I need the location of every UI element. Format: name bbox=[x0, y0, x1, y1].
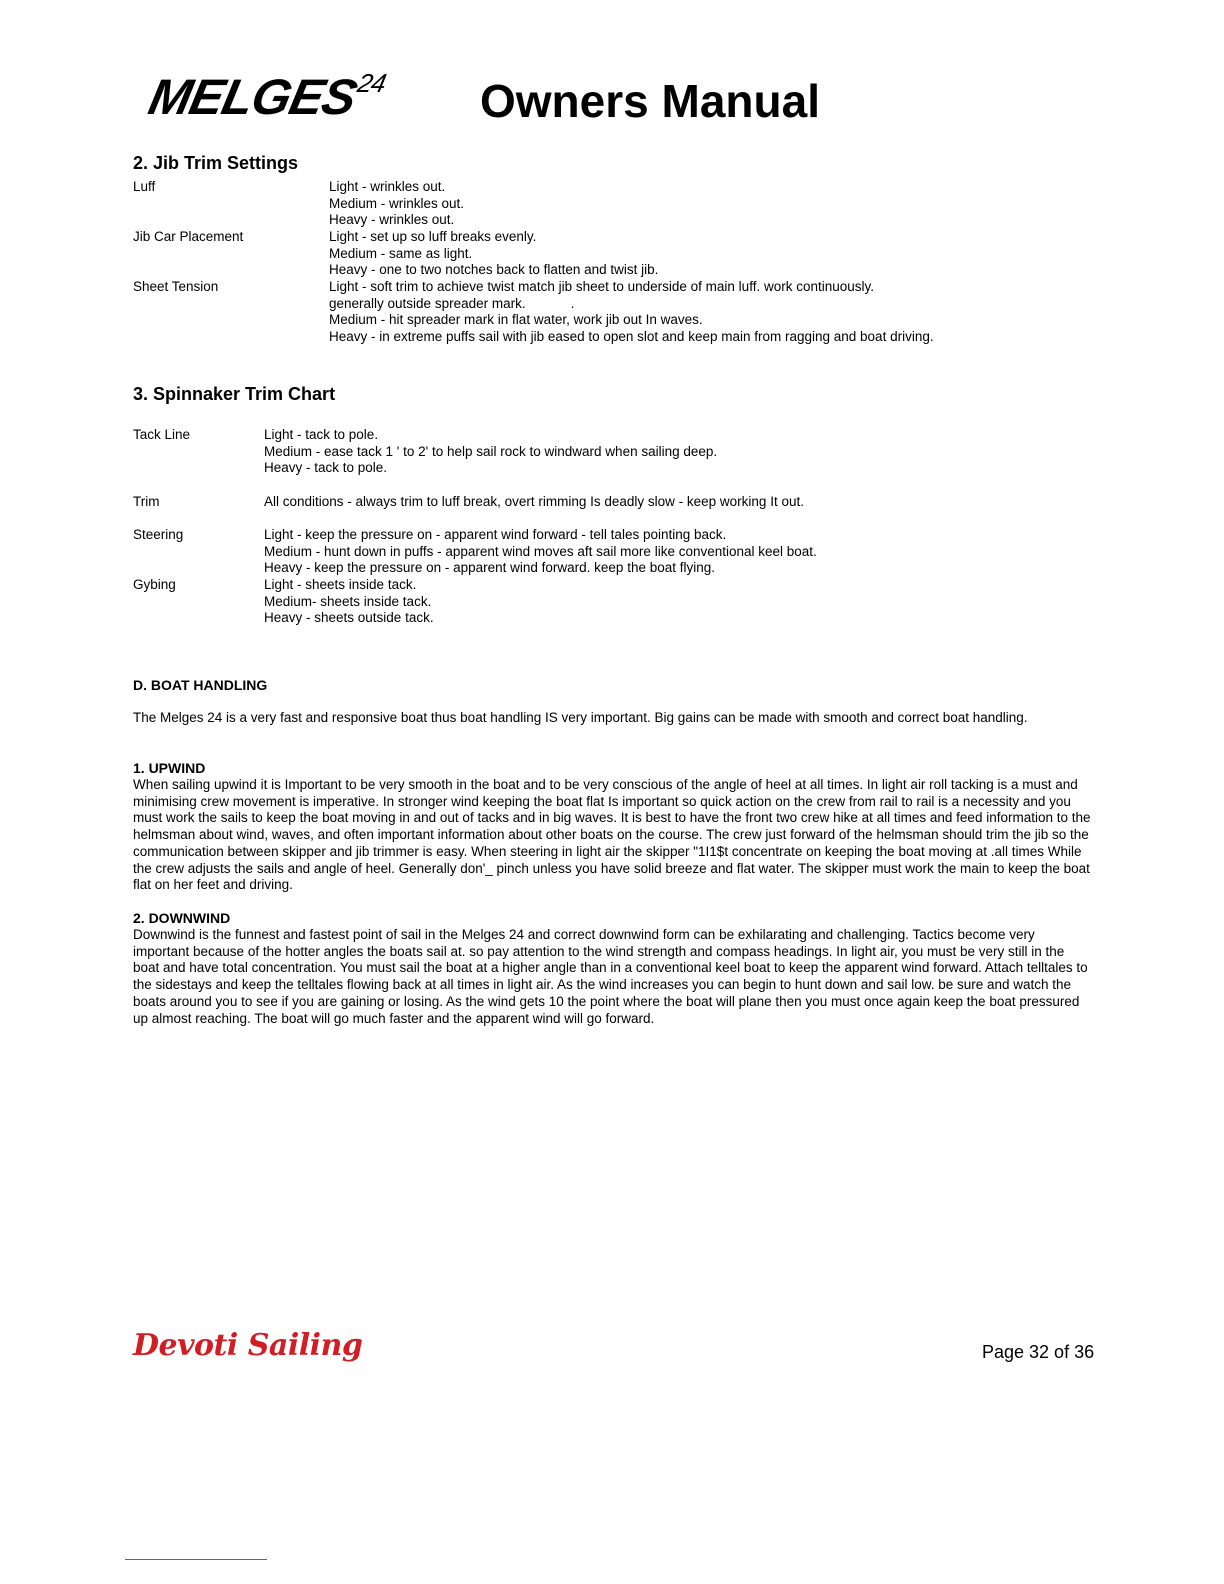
downwind-paragraph: Downwind is the funnest and fastest point of sail in the Melges 24 and correct downwind form can be exhilarating and challenging. Tactics become very important because of the hotter angles the boats sail at. so pay attention to the wind strength and compass headings. In light air, you must be very still in the boat and have total concentration. You must sail the boat at a higher angle than in a conventional keel boat to keep the apparent wind forward. Attach telltales to the sidestays and keep the telltales flowing back at all times in light air. As the wind increases you can begin to hunt down and sail low. be sure and watch the boats around you to see if you are gaining or losing. As the wind gets 10 the point where the boat will plane then you must once again keep the boat pressured up almost reaching. The boat will go much faster and the apparent wind will go forward. bbox=[133, 927, 1088, 1026]
setting-line: Heavy - sheets outside tack. bbox=[264, 610, 434, 626]
page-title: Owners Manual bbox=[480, 75, 820, 127]
setting-line: Light - keep the pressure on - apparent wind forward - tell tales pointing back. bbox=[264, 527, 727, 542]
setting-line: generally outside spreader mark. . bbox=[329, 295, 575, 311]
spinnaker-row-lines bbox=[264, 577, 434, 627]
setting-line: Medium- sheets inside tack. bbox=[264, 593, 432, 609]
jib-row-label: Jib Car Placement bbox=[133, 229, 244, 244]
melges-24-logo: MELGES$^{24}$ bbox=[144, 68, 389, 125]
spinnaker-row-label: Trim bbox=[133, 494, 160, 509]
setting-line: Medium - hit spreader mark in flat water, work jib out In waves. bbox=[329, 312, 703, 328]
setting-line: Medium - wrinkles out. bbox=[329, 195, 465, 211]
setting-line: Heavy - one to two notches back to flatten and twist jib. bbox=[329, 262, 659, 278]
setting-line: All conditions - always trim to luff break, overt rimming Is deadly slow - keep working It out. bbox=[264, 494, 804, 509]
setting-line: Heavy - tack to pole. bbox=[264, 460, 388, 476]
downwind-heading: 2. DOWNWIND bbox=[133, 910, 231, 926]
setting-line: Heavy - keep the pressure on - apparent wind forward. keep the boat flying. bbox=[264, 560, 716, 576]
upwind-paragraph: When sailing upwind it is Important to be very smooth in the boat and to be very conscious of the angle of heel at all times. In light air roll tacking is a must and minimising crew movement is imperative. In stronger wind keeping the boat flat Is important so quick action on the crew from rail to rail is a necessity and you must work the sails to keep the boat moving in and out of tacks and in big waves. It is best to have the front two crew hike at all times and feed information to the helmsman about wind, waves, and often important information about other boats on the course. The crew just forward of the helmsman should trim the jib so the communication between skipper and jib trimmer is easy. When steering in light air the skipper "1I1$t concentrate on keeping the boat moving at .all times While the crew adjusts the sails and angle of heel. Generally don'_ pinch unless you have solid breeze and flat water. The skipper must work the main to keep the boat flat on her feet and driving. bbox=[133, 777, 1091, 893]
upwind-heading: 1. UPWIND bbox=[133, 760, 206, 776]
jib-section-heading: 2. Jib Trim Settings bbox=[133, 153, 299, 173]
spinnaker-row-label: Gybing bbox=[133, 577, 176, 592]
jib-row-label: Sheet Tension bbox=[133, 279, 219, 294]
spinnaker-row-lines bbox=[264, 527, 817, 577]
setting-line: Light - soft trim to achieve twist match jib sheet to underside of main luff. work continuously. bbox=[329, 279, 875, 294]
setting-line: Medium - same as light. bbox=[329, 245, 473, 261]
setting-line: Heavy - in extreme puffs sail with jib eased to open slot and keep main from ragging and boat driving. bbox=[329, 329, 934, 345]
footer-rule bbox=[125, 1559, 267, 1560]
spinnaker-row-lines bbox=[264, 494, 804, 511]
setting-line: Light - tack to pole. bbox=[264, 427, 379, 442]
jib-row-lines bbox=[329, 229, 658, 279]
spinnaker-row-lines bbox=[264, 427, 717, 477]
spinnaker-row-label: Tack Line bbox=[133, 427, 191, 442]
page-number: Page 32 of 36 bbox=[982, 1342, 1095, 1362]
setting-line: Medium - hunt down in puffs - apparent wind moves aft sail more like conventional keel boat. bbox=[264, 543, 817, 559]
boat-handling-intro: The Melges 24 is a very fast and responsive boat thus boat handling IS very important. Big gains can be made with smooth and correct boat handling. bbox=[133, 710, 1028, 725]
setting-line: Medium - ease tack 1 ' to 2' to help sail rock to windward when sailing deep. bbox=[264, 443, 718, 459]
devoti-sailing-signature: Devoti Sailing bbox=[133, 1328, 363, 1363]
setting-line: Light - sheets inside tack. bbox=[264, 577, 417, 592]
spinnaker-section-heading: 3. Spinnaker Trim Chart bbox=[133, 384, 336, 404]
jib-row-label: Luff bbox=[133, 179, 156, 194]
setting-line: Light - set up so luff breaks evenly. bbox=[329, 229, 537, 244]
spinnaker-row-label: Steering bbox=[133, 527, 184, 542]
boat-handling-heading: D. BOAT HANDLING bbox=[133, 677, 268, 693]
setting-line: Heavy - wrinkles out. bbox=[329, 212, 455, 228]
setting-line: Light - wrinkles out. bbox=[329, 179, 446, 194]
jib-row-lines bbox=[329, 279, 934, 346]
jib-row-lines bbox=[329, 179, 464, 229]
